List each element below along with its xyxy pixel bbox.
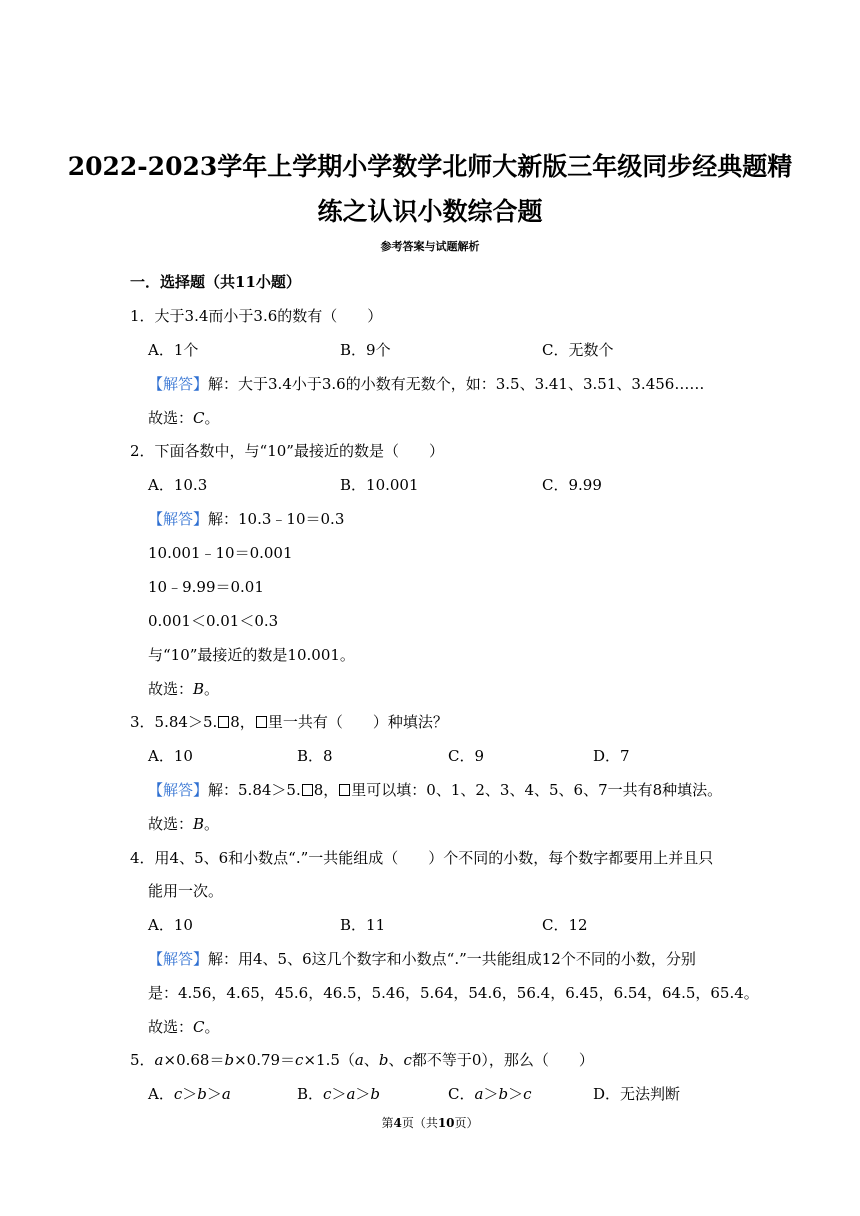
question-4-option-a: A．10 — [148, 916, 193, 934]
answer-label: 【解答】 — [148, 781, 209, 799]
question-5-text: ×1.5（ — [303, 1051, 355, 1069]
question-4-answer-line2: 是：4.56，4.65，45.6，46.5，5.46，5.64，54.6，56.4，6.45，6.54，64.5，65.4。 — [148, 984, 759, 1002]
variable-c: c — [403, 1051, 412, 1069]
footer-text: 第 — [381, 1116, 394, 1130]
document-subtitle: 参考答案与试题解析 — [380, 240, 480, 253]
option-part: ＞ — [355, 1085, 371, 1103]
question-5-text: 、 — [388, 1051, 404, 1069]
question-3-stem — [130, 711, 448, 732]
question-1-answer-text: 解：大于3.4小于3.6的小数有无数个，如：3.5、3.41、3.51、3.456…… — [208, 375, 705, 393]
choice-letter: B — [193, 815, 205, 833]
question-2-answer-line: 10﹣9.99＝0.01 — [148, 578, 264, 596]
option-part: ＞ — [483, 1085, 499, 1103]
variable-b: b — [378, 1051, 389, 1069]
question-5-number: 5． — [130, 1051, 155, 1069]
question-5-text: ×0.79＝ — [234, 1051, 296, 1069]
option-part: a — [474, 1085, 484, 1103]
choice-letter: C — [193, 409, 205, 427]
question-4-option-b: B．11 — [340, 916, 386, 934]
option-part: c — [323, 1085, 332, 1103]
option-label: A． — [148, 1085, 174, 1103]
choice-suffix: 。 — [204, 680, 220, 698]
question-4-answer — [148, 948, 696, 969]
option-part: a — [346, 1085, 356, 1103]
question-2-answer — [148, 508, 344, 529]
question-2-answer-line: 10.001﹣10＝0.001 — [148, 544, 293, 562]
option-part: ＞ — [331, 1085, 347, 1103]
option-part: c — [173, 1085, 183, 1103]
choice-prefix: 故选： — [148, 409, 194, 427]
question-5-text: 、 — [363, 1051, 379, 1069]
blank-box-icon — [256, 716, 267, 728]
question-3-answer-part: 里可以填：0、1、2、3、4、5、6、7一共有8种填法。 — [351, 781, 723, 799]
question-3-option-d: D．7 — [593, 747, 630, 765]
option-label: C． — [448, 1085, 475, 1103]
choice-letter: B — [193, 680, 205, 698]
question-5-text: ×0.68＝ — [163, 1051, 225, 1069]
choice-suffix: 。 — [204, 815, 220, 833]
question-3-stem-part: 8， — [230, 713, 255, 731]
question-2-choice — [148, 678, 219, 699]
footer-text: 页） — [454, 1116, 479, 1130]
option-part: b — [197, 1085, 207, 1103]
question-3-option-a: A．10 — [148, 747, 193, 765]
footer-text: 页（共 — [401, 1116, 438, 1130]
blank-box-icon — [339, 784, 350, 796]
choice-prefix: 故选： — [148, 1018, 194, 1036]
choice-suffix: 。 — [204, 409, 220, 427]
question-2-stem: 2．下面各数中，与“10”最接近的数是（ ） — [130, 442, 444, 460]
section-heading: 一．选择题（共11小题） — [130, 273, 301, 291]
question-5-option-c — [448, 1083, 531, 1104]
question-4-answer-text: 解：用4、5、6这几个数字和小数点“.”一共能组成12个不同的小数，分别 — [208, 950, 696, 968]
variable-b: b — [224, 1051, 235, 1069]
question-3-option-b: B．8 — [297, 747, 333, 765]
question-2-answer-text: 解：10.3﹣10＝0.3 — [208, 510, 345, 528]
question-4-stem-line1: 4．用4、5、6和小数点“.”一共能组成（ ）个不同的小数，每个数字都要用上并且只 — [130, 849, 714, 867]
page-footer — [0, 1114, 860, 1131]
question-1-stem: 1．大于3.4而小于3.6的数有（ ） — [130, 307, 383, 325]
question-1-option-b: B．9个 — [340, 341, 391, 359]
question-4-stem-line2: 能用一次。 — [148, 882, 224, 900]
question-2-answer-line: 0.001＜0.01＜0.3 — [148, 612, 279, 630]
blank-box-icon — [302, 784, 313, 796]
question-2-option-b: B．10.001 — [340, 476, 419, 494]
variable-c: c — [295, 1051, 304, 1069]
blank-box-icon — [218, 716, 229, 728]
option-part: b — [498, 1085, 509, 1103]
question-1-answer — [148, 373, 704, 394]
question-1-option-a: A．1个 — [148, 341, 199, 359]
question-5-option-d: D．无法判断 — [593, 1085, 681, 1103]
question-2-answer-line: 与“10”最接近的数是10.001。 — [148, 646, 355, 664]
choice-prefix: 故选： — [148, 815, 194, 833]
option-part: c — [523, 1085, 532, 1103]
answer-label: 【解答】 — [148, 950, 209, 968]
footer-total-pages: 10 — [437, 1116, 455, 1130]
question-3-option-c: C．9 — [448, 747, 485, 765]
question-1-option-c: C．无数个 — [542, 341, 614, 359]
variable-a: a — [354, 1051, 364, 1069]
option-part: ＞ — [508, 1085, 524, 1103]
document-title-line2: 练之认识小数综合题 — [317, 197, 543, 226]
variable-a: a — [154, 1051, 164, 1069]
document-title-line1: 2022-2023学年上学期小学数学北师大新版三年级同步经典题精 — [67, 152, 793, 181]
option-part: b — [370, 1085, 381, 1103]
question-3-answer-part: 解：5.84＞5. — [208, 781, 301, 799]
question-3-answer — [148, 779, 722, 800]
answer-label: 【解答】 — [148, 375, 209, 393]
option-label: B． — [297, 1085, 324, 1103]
answer-label: 【解答】 — [148, 510, 209, 528]
question-4-choice — [148, 1016, 220, 1037]
question-2-option-a: A．10.3 — [148, 476, 208, 494]
question-1-choice — [148, 407, 220, 428]
choice-prefix: 故选： — [148, 680, 194, 698]
question-3-stem-part: 3．5.84＞5. — [130, 713, 218, 731]
question-5-stem — [130, 1049, 594, 1070]
footer-page-number: 4 — [393, 1116, 402, 1130]
question-2-option-c: C．9.99 — [542, 476, 602, 494]
question-3-choice — [148, 813, 219, 834]
question-3-answer-part: 8， — [313, 781, 339, 799]
question-3-stem-part: 里一共有（ ）种填法？ — [267, 713, 448, 731]
question-5-option-b — [297, 1083, 380, 1104]
choice-letter: C — [193, 1018, 205, 1036]
question-5-option-a — [148, 1083, 231, 1104]
option-part: ＞ — [206, 1085, 222, 1103]
question-5-text: 都不等于0），那么（ ） — [411, 1051, 594, 1069]
question-4-option-c: C．12 — [542, 916, 588, 934]
choice-suffix: 。 — [204, 1018, 220, 1036]
option-part: a — [221, 1085, 231, 1103]
option-part: ＞ — [182, 1085, 198, 1103]
